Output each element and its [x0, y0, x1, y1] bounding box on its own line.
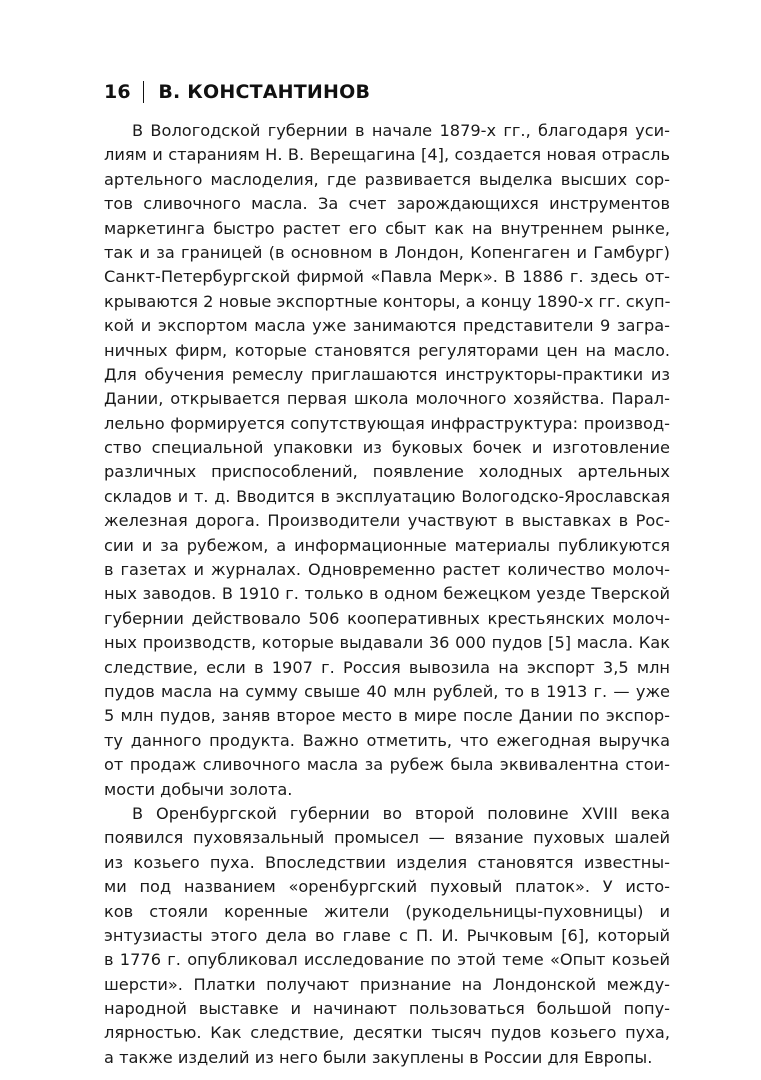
text-line: губернии действовало 506 кооперативных крестьянских молоч- — [104, 608, 670, 628]
text-line: от продаж сливочного масла за рубеж была эквивалентна стои- — [104, 755, 670, 775]
text-line: так и за границей (в основном в Лондон, Копенгаген и Гамбург) — [104, 242, 670, 262]
text-line: различных приспособлений, появление холодных артельных — [104, 462, 670, 482]
text-line: появился пуховязальный промысел — вязание пуховых шалей — [104, 828, 670, 848]
author-name: В. КОНСТАНТИНОВ — [158, 81, 371, 103]
text-line: лярностью. Как следствие, десятки тысяч пудов козьего пуха, — [104, 1023, 670, 1043]
text-line: 5 млн пудов, заняв второе место в мире после Дании по экспор- — [104, 706, 670, 726]
text-line: сии и за рубежом, а информационные материалы публикуются — [104, 535, 670, 555]
text-line: а также изделий из него были закуплены в России для Европы. — [104, 1047, 653, 1067]
text-line: кой и экспортом масла уже занимаются представители 9 загра- — [104, 316, 670, 336]
text-line: пудов масла на сумму свыше 40 млн рублей, то в 1913 г. — уже — [104, 681, 670, 701]
text-line: железная дорога. Производители участвуют в выставках в Рос- — [104, 511, 670, 531]
header-divider — [143, 81, 145, 103]
text-line: ных производств, которые выдавали 36 000 пудов [5] масла. Как — [104, 633, 670, 653]
text-line: крываются 2 новые экспортные конторы, а концу 1890-х гг. скуп- — [104, 291, 670, 311]
page-number: 16 — [104, 81, 131, 103]
text-line: Санкт-Петербургской фирмой «Павла Мерк». В 1886 г. здесь от- — [104, 267, 670, 287]
text-line: В Оренбургской губернии во второй половине XVIII века — [132, 803, 670, 823]
text-line: ство специальной упаковки из буковых бочек и изготовление — [104, 438, 670, 458]
text-line: народной выставке и начинают пользоваться большой попу- — [104, 999, 670, 1019]
text-line: ми под названием «оренбургский пуховый платок». У исто- — [104, 877, 670, 897]
text-line: в газетах и журналах. Одновременно растет количество молоч- — [104, 560, 670, 580]
text-line: артельного маслоделия, где развивается выделка высших сор- — [104, 169, 670, 189]
text-line: мости добычи золота. — [104, 779, 293, 799]
text-line: следствие, если в 1907 г. Россия вывозила на экспорт 3,5 млн — [104, 657, 670, 677]
text-line: складов и т. д. Вводится в эксплуатацию Вологодско-Ярославская — [104, 486, 670, 506]
text-line: ту данного продукта. Важно отметить, что ежегодная выручка — [104, 730, 670, 750]
text-line: энтузиасты этого дела во главе с П. И. Рычковым [6], который — [104, 925, 670, 945]
text-line: лельно формируется сопутствующая инфраструктура: производ- — [104, 413, 670, 433]
text-line: маркетинга быстро растет его сбыт как на внутреннем рынке, — [104, 218, 670, 238]
text-line: ных заводов. В 1910 г. только в одном бежецком уезде Тверской — [104, 584, 670, 604]
text-line: тов сливочного масла. За счет зарождающихся инструментов — [104, 194, 670, 214]
text-line: ков стояли коренные жители (рукодельницы-пуховницы) и — [104, 901, 670, 921]
text-line: шерсти». Платки получают признание на Лондонской между- — [104, 974, 670, 994]
text-line: в 1776 г. опубликовал исследование по этой теме «Опыт козьей — [104, 950, 670, 970]
text-line: В Вологодской губернии в начале 1879-х гг., благодаря уси- — [132, 121, 670, 140]
text-line: Для обучения ремеслу приглашаются инструкторы-практики из — [104, 364, 670, 384]
text-line: лиям и стараниям Н. В. Верещагина [4], создается новая отрасль — [104, 145, 670, 165]
body-text — [104, 119, 670, 1070]
text-line: Дании, открывается первая школа молочного хозяйства. Парал- — [104, 389, 670, 409]
running-header — [104, 78, 370, 106]
text-line: из козьего пуха. Впоследствии изделия становятся известны- — [104, 852, 670, 872]
text-line: ничных фирм, которые становятся регуляторами цен на масло. — [104, 340, 670, 360]
paragraph-1 — [104, 119, 670, 802]
paragraph-2 — [104, 802, 670, 1070]
